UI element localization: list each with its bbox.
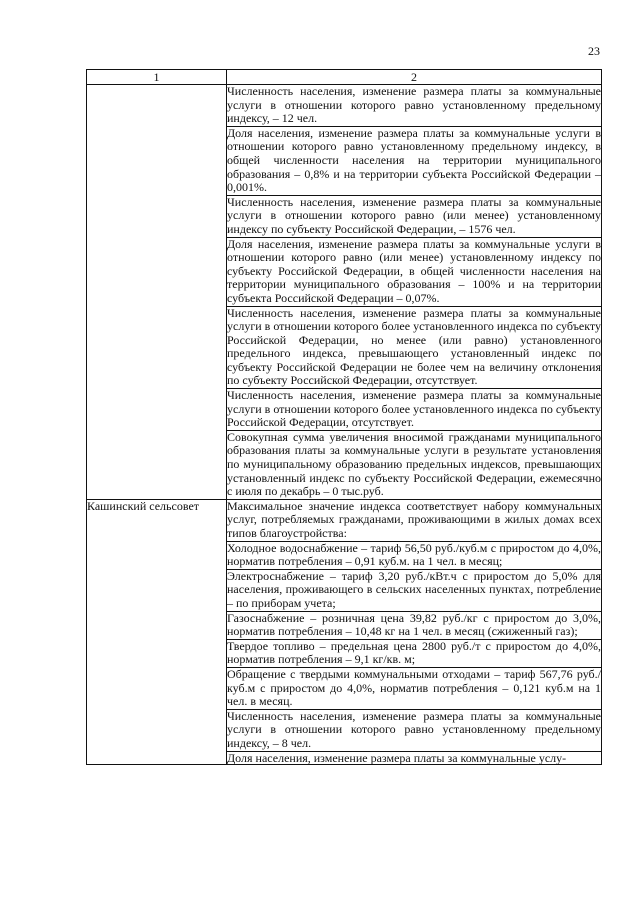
paragraph: Доля населения, изменение размера платы за коммунальные услу- [227, 751, 567, 764]
paragraph: Холодное водоснабжение – тариф 56,50 руб./куб.м с приростом до 4,0%, норматив потребления – 0,91 куб.м. на 1 чел. в месяц; [227, 540, 601, 569]
document-table [86, 69, 602, 765]
paragraph: Твердое топливо – предельная цена 2800 руб./т с приростом до 4,0%, норматив потребления – 9,1 кг/кв. м; [227, 638, 601, 667]
row-label-cell [87, 499, 227, 764]
column-header-1: 1 [87, 70, 227, 85]
column-header-2: 2 [227, 70, 602, 85]
row-content-cell [227, 499, 602, 764]
row-label: Кашинский сельсовет [87, 498, 200, 513]
paragraph: Численность населения, изменение размера платы за коммунальные услуги в отношении которого равно (или менее) установленному индексу по субъекту Российской Федерации, – 1576 чел. [227, 194, 601, 236]
paragraph: Газоснабжение – розничная цена 39,82 руб./кг с приростом до 3,0%, норматив потребления – 10,48 кг на 1 чел. в месяц (сжиженный газ); [227, 610, 601, 639]
table-header-row [87, 70, 602, 85]
table-row [87, 499, 602, 764]
paragraph: Обращение с твердыми коммунальными отходами – тариф 567,76 руб./куб.м с приростом до 4,0%, норматив потребления – 0,121 куб.м на 1 чел. в месяц. [227, 666, 601, 709]
paragraph: Численность населения, изменение размера платы за коммунальные услуги в отношении которого более установленного индекса по субъекту Российской Федерации, отсутствует. [227, 388, 601, 430]
paragraph: Максимальное значение индекса соответствует набору коммунальных услуг, потребляемых гражданами, проживающими в жилых домах всех типов благоустройства: [227, 498, 601, 540]
paragraph: Численность населения, изменение размера платы за коммунальные услуги в отношении которого равно установленному предельному индексу, – 8 чел. [227, 708, 601, 750]
paragraph: Совокупная сумма увеличения вносимой гражданами муниципального образования платы за коммунальные услуги в результате установления по муниципальному образованию предельных индексов, превышающих установленный индекс по субъекту Российской Федерации, ежемесячно с июля по декабрь – 0 тыс.руб. [227, 429, 601, 499]
paragraph: Электроснабжение – тариф 3,20 руб./кВт.ч с приростом до 5,0% для населения, проживающего в сельских населенных пунктах, потребление – по приборам учета; [227, 568, 601, 610]
paragraph: Доля населения, изменение размера платы за коммунальные услуги в отношении которого равно установленному предельному индексу, в общей численности населения на территории муниципального образования – 0,8% и на территории субъекта Российской Федерации – 0,001%. [227, 125, 601, 195]
paragraph: Численность населения, изменение размера платы за коммунальные услуги в отношении которого более установленного индекса по субъекту Российской Федерации, но менее (или равно) установленного предельного индекса, превышающего установленный индекс по субъекту Российской Федерации не более чем на величину отклонения по субъекту Российской Федерации, отсутствует. [227, 305, 601, 388]
row-label-cell [87, 85, 227, 500]
table-row [87, 85, 602, 500]
page-number: 23 [588, 44, 600, 58]
paragraph: Численность населения, изменение размера платы за коммунальные услуги в отношении которого равно установленному предельному индексу, – 12 чел. [227, 84, 601, 126]
row-content-cell [227, 85, 602, 500]
paragraph: Доля населения, изменение размера платы за коммунальные услуги в отношении которого равно (или менее) установленному индексу по субъекту Российской Федерации, в общей численности населения на территории муниципального образования – 100% и на территории субъекта Российской Федерации – 0,07%. [227, 236, 601, 305]
